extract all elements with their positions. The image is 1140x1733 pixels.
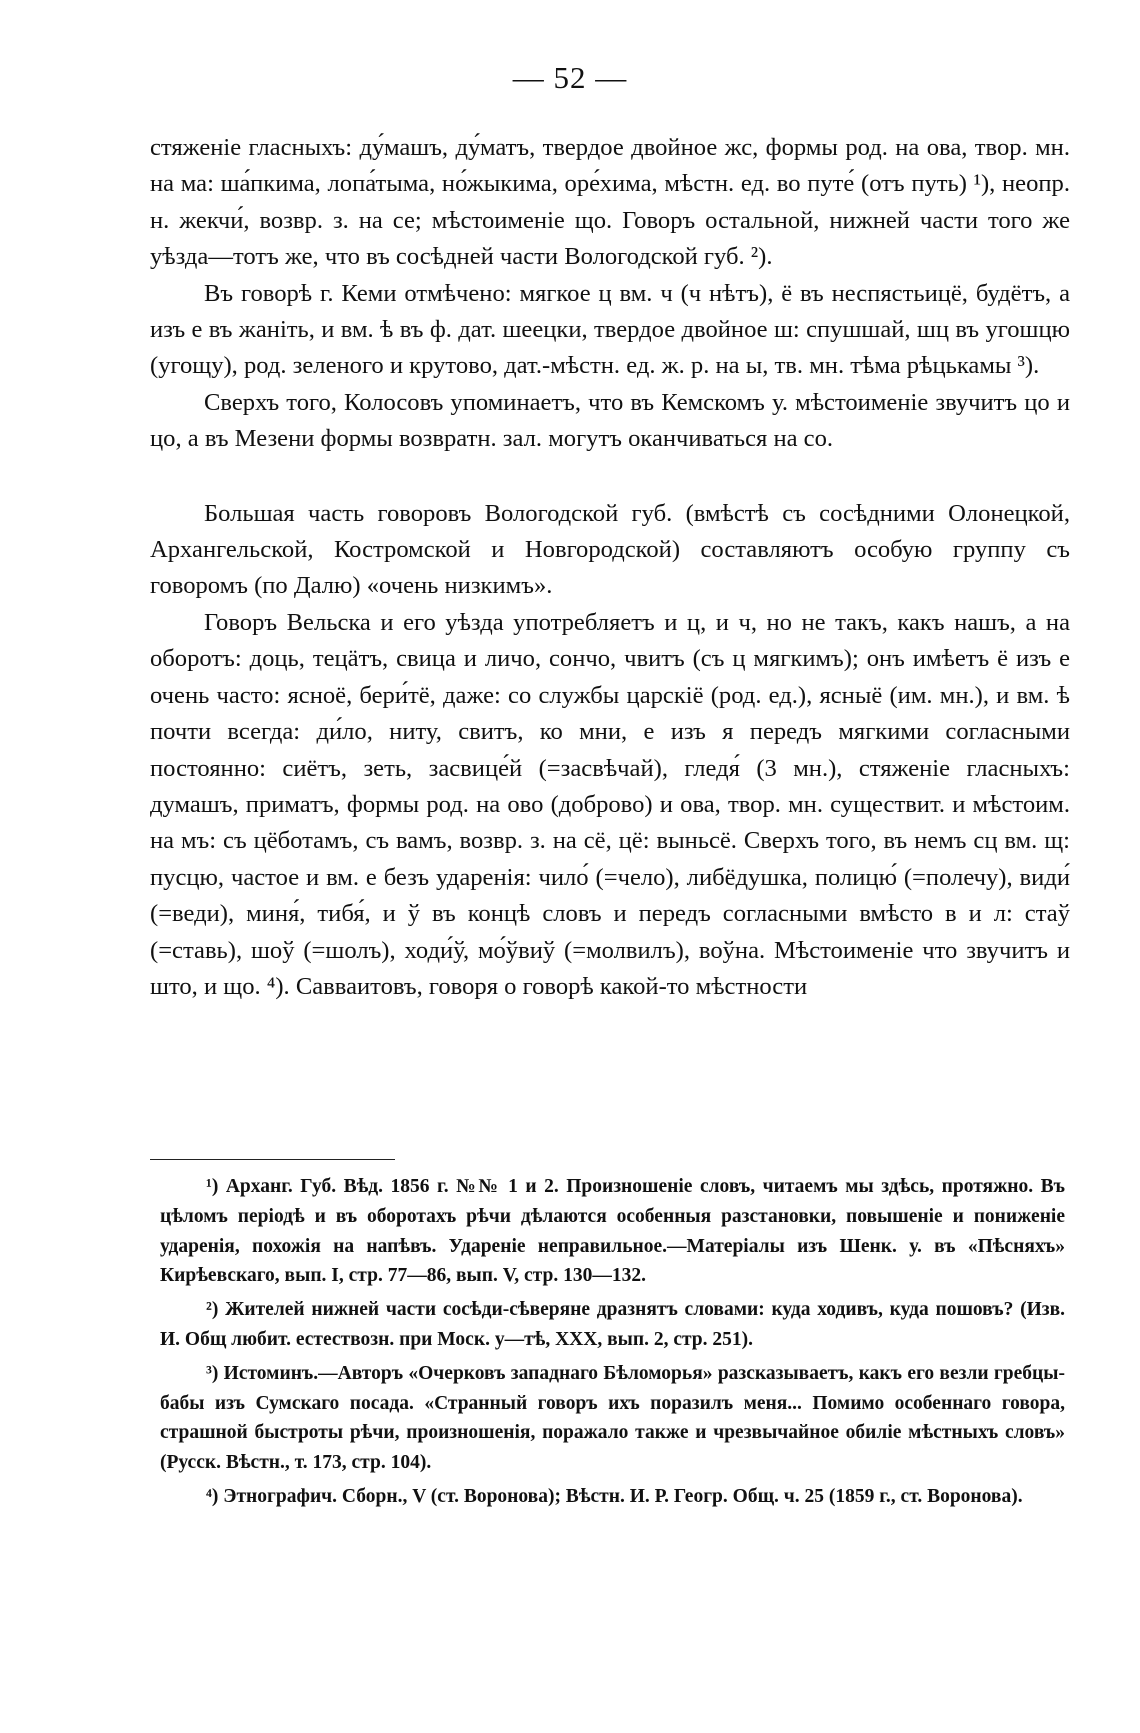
main-text [150,130,1070,1005]
footnote-divider [150,1159,395,1160]
footnote-1: ¹) Арханг. Губ. Вѣд. 1856 г. №№ 1 и 2. Произношеніе словъ, читаемъ мы здѣсь, протяжно. Въ цѣломъ періодѣ и въ оборотахъ рѣчи дѣлаются особенныя разстановки, повышеніе и пониженіе ударенія, похожія на напѣвъ. Удареніе неправильное.—Матеріалы изъ Шенк. у. въ «Пѣсняхъ» Кирѣевскаго, вып. I, стр. 77—86, вып. V, стр. 130—132. [160,1176,1065,1287]
paragraph-vologda-group: Большая часть говоровъ Вологодской губ. (вмѣстѣ съ сосѣдними Олонецкой, Архангельской, Костромской и Новгородской) составляютъ особую группу съ говоромъ (по Далю) «очень низкимъ». [150,499,1070,600]
footnote-2: ²) Жителей нижней части сосѣди-сѣверяне дразнятъ словами: куда ходивъ, куда пошовъ? (Изв. И. Общ любит. естествозн. при Моск. у—тѣ, XXX, вып. 2, стр. 251). [160,1299,1065,1350]
page-number: — 52 — [512,60,628,95]
paragraph-continuation: стяженіе гласныхъ: ду́машъ, ду́матъ, твердое двойное жс, формы род. на ова, твор. мн. на ма: ша́пкима, лопа́тыма, но́жыкима, оре́хима, мѣстн. ед. во путе́ (отъ путь) ¹), неопр. н. жекчи́, возвр. з. на се; мѣстоименіе що. Говоръ остальной, нижней части того же уѣзда—тотъ же, что въ сосѣдней части Вологодской губ. ²). [150,134,1070,271]
paragraph-velsk-dialect: Говоръ Вельска и его уѣзда употребляетъ и ц, и ч, но не такъ, какъ нашъ, а на оборотъ: доць, тецӓтъ, свица и личо, сончо, чвитъ (съ ц мягкимъ); онъ имѣетъ ё изъ е очень часто: ясноё, бери́тё, даже: со службы царскіё (род. ед.), ясныё (им. мн.), и вм. ѣ почти всегда: ди́ло, ниту, свитъ, ко мни, е изъ я передъ мягкими согласными постоянно: сиётъ, зеть, засвице́й (=засвѣчай), гледя́ (3 мн.), стяженіе гласныхъ: думашъ, приматъ, формы род. на ово (доброво) и ова, твор. мн. существит. и мѣстоим. на мъ: съ цёботамъ, съ вамъ, возвр. з. на сё, цё: выньсё. Сверхъ того, въ немъ сц вм. щ: пусцю, частое и вм. е безъ ударенія: чило́ (=чело), либёдушка, полицю́ (=полечу), види́ (=веди), миня́, тибя́, и ў въ концѣ словъ и передъ согласными вмѣсто в и л: стаў (=ставь), шоў (=шолъ), ходи́ў, мо́ўвиў (=молвилъ), воўна. Мѣстоименіе что звучитъ и што, и що. ⁴). Савваитовъ, говоря о говорѣ какой-то мѣстности [150,608,1070,1000]
footnotes [160,1172,1065,1512]
paragraph-kolosov-note: Сверхъ того, Колосовъ упоминаетъ, что въ Кемскомъ у. мѣстоименіе звучитъ цо и цо, а въ Мезени формы возвратн. зал. могутъ оканчиваться на со. [150,388,1070,453]
footnote-3: ³) Истоминъ.—Авторъ «Очерковъ западнаго Бѣломорья» разсказываетъ, какъ его везли гребцы-бабы изъ Сумскаго посада. «Странный говоръ ихъ поразилъ меня... Помимо особеннаго говора, страшной быстроты рѣчи, произношенія, поражало также и чрезвычайное обиліе мѣстныхъ словъ» (Русск. Вѣстн., т. 173, стр. 104). [160,1362,1065,1474]
footnote-4: ⁴) Этнографич. Сборн., V (ст. Воронова); Вѣстн. И. Р. Геогр. Общ. ч. 25 (1859 г., ст. Воронова). [206,1485,1023,1507]
paragraph-kem-dialect: Въ говорѣ г. Кеми отмѣчено: мягкое ц вм. ч (ч нѣтъ), ё въ неспястьицё, будётъ, а изъ е въ жаніть, и вм. ѣ въ ф. дат. шеецки, твердое двойное ш: спушшай, шц въ угошцю (угощу), род. зеленого и крутово, дат.-мѣстн. ед. ж. р. на ы, тв. мн. тѣма рѣцькамы ³). [150,279,1070,380]
